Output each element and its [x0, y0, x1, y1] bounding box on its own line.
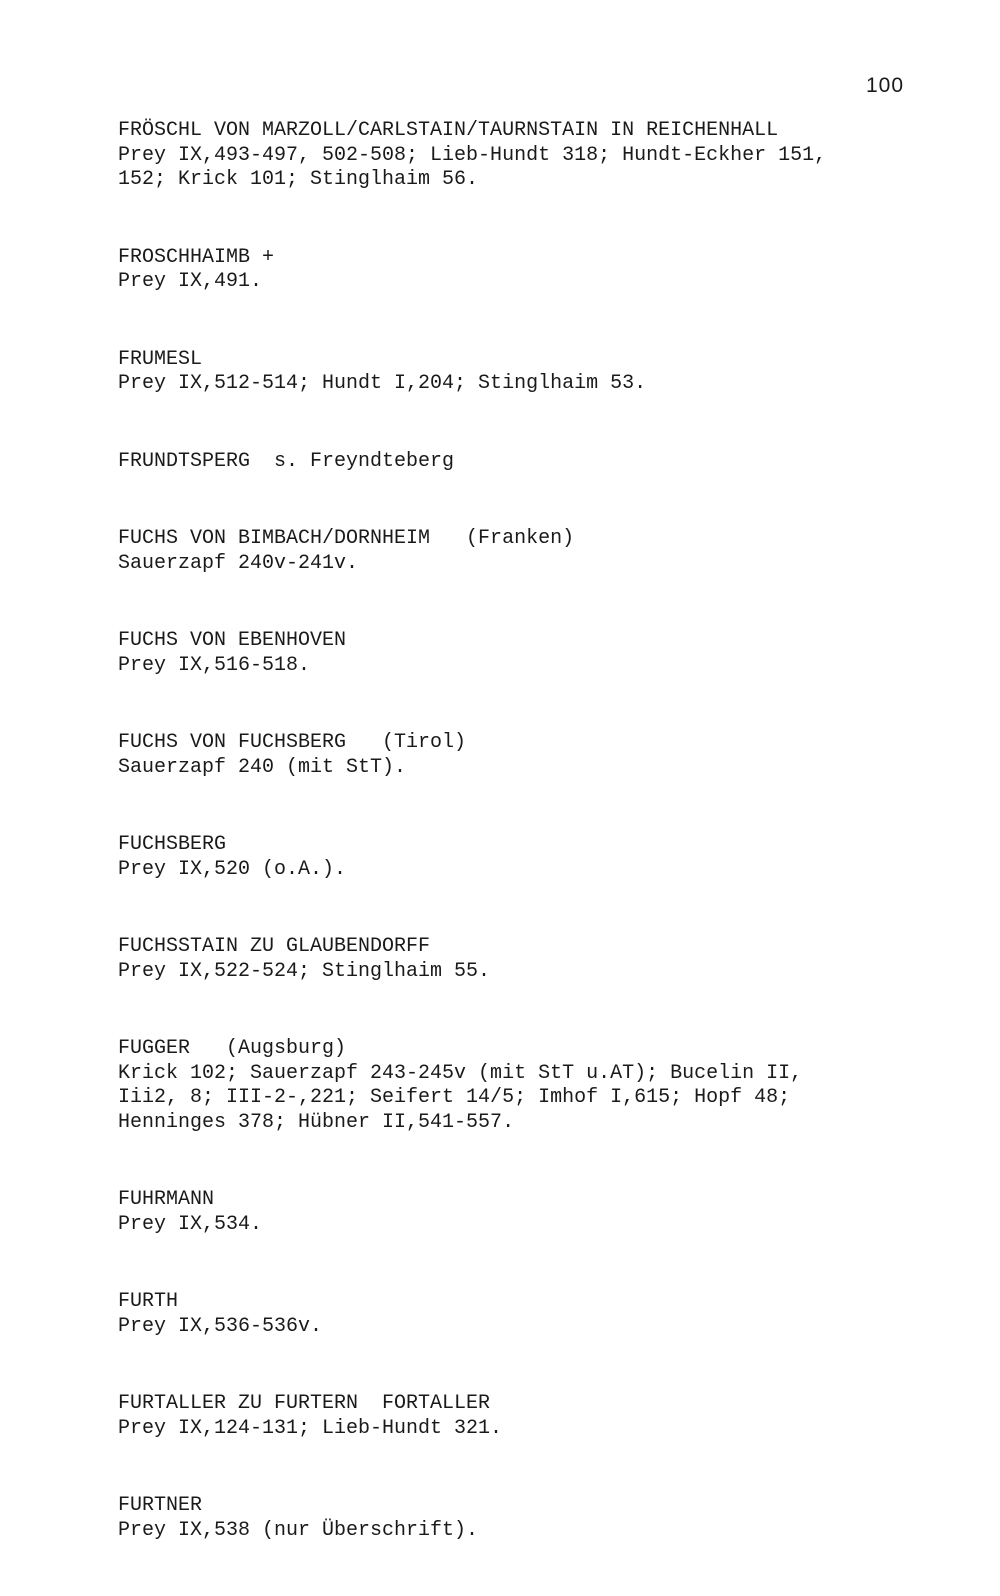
- reference-line: Sauerzapf 240 (mit StT).: [118, 755, 407, 779]
- reference-line: Prey IX,520 (o.A.).: [118, 857, 347, 881]
- entry-references: [118, 858, 958, 883]
- entry-references: [118, 1062, 958, 1136]
- entry-heading: FRÖSCHL VON MARZOLL/CARLSTAIN/TAURNSTAIN IN REICHENHALL: [118, 119, 779, 142]
- entry: [118, 1188, 958, 1237]
- reference-line: Prey IX,538 (nur Überschrift).: [118, 1518, 479, 1542]
- entry-heading: FURTNER: [118, 1494, 203, 1517]
- entry: [118, 629, 958, 678]
- entry-list: [118, 119, 958, 1596]
- entry: [118, 450, 958, 475]
- entry-references: [118, 270, 958, 295]
- page-number: 100: [866, 74, 905, 97]
- reference-line: Sauerzapf 240v-241v.: [118, 551, 359, 575]
- entry: [118, 1290, 958, 1339]
- reference-line: Prey IX,536-536v.: [118, 1314, 323, 1338]
- entry-heading: FUCHS VON BIMBACH/DORNHEIM (Franken): [118, 527, 575, 550]
- entry: [118, 119, 958, 193]
- entry-references: [118, 372, 958, 397]
- entry-heading: FUCHS VON FUCHSBERG (Tirol): [118, 731, 467, 754]
- entry-heading: FUCHSBERG: [118, 833, 227, 856]
- reference-line: Prey IX,493-497, 502-508; Lieb-Hundt 318; Hundt-Eckher 151,: [118, 143, 827, 167]
- entry-heading: FURTH: [118, 1290, 179, 1313]
- reference-line: Prey IX,522-524; Stinglhaim 55.: [118, 959, 491, 983]
- entry: [118, 935, 958, 984]
- entry: [118, 731, 958, 780]
- entry-heading: FROSCHHAIMB +: [118, 245, 275, 269]
- entry: [118, 527, 958, 576]
- entry-heading: FUCHS VON EBENHOVEN: [118, 629, 347, 652]
- entry-references: [118, 552, 958, 577]
- entry: [118, 833, 958, 882]
- entry-references: [118, 756, 958, 781]
- entry-heading: FRUMESL: [118, 347, 203, 371]
- entry: [118, 1494, 958, 1543]
- entry-heading: FRUNDTSPERG s. Freyndteberg: [118, 449, 455, 473]
- entry-heading: FUCHSSTAIN ZU GLAUBENDORFF: [118, 935, 431, 958]
- reference-line: Prey IX,516-518.: [118, 653, 311, 677]
- entry-heading: FUHRMANN: [118, 1188, 215, 1211]
- entry-references: [118, 1213, 958, 1238]
- reference-line: Henninges 378; Hübner II,541-557.: [118, 1110, 515, 1134]
- entry: [118, 1037, 958, 1135]
- reference-line: Prey IX,512-514; Hundt I,204; Stinglhaim 53.: [118, 372, 647, 395]
- entry-references: [118, 654, 958, 679]
- entry-references: [118, 144, 958, 193]
- entry-heading: FUGGER (Augsburg): [118, 1037, 347, 1060]
- entry-references: [118, 960, 958, 985]
- reference-line: Prey IX,534.: [118, 1212, 263, 1236]
- entry-heading: FURTALLER ZU FURTERN FORTALLER: [118, 1392, 491, 1415]
- entry-references: [118, 1417, 958, 1442]
- entry: [118, 246, 958, 295]
- entry: [118, 1392, 958, 1441]
- reference-line: Prey IX,491.: [118, 270, 263, 293]
- reference-line: Krick 102; Sauerzapf 243-245v (mit StT u.AT); Bucelin II,: [118, 1061, 803, 1085]
- entry: [118, 348, 958, 397]
- entry-references: [118, 1315, 958, 1340]
- reference-line: Iii2, 8; III-2-,221; Seifert 14/5; Imhof I,615; Hopf 48;: [118, 1086, 791, 1109]
- entry-references: [118, 1519, 958, 1544]
- reference-line: 152; Krick 101; Stinglhaim 56.: [118, 168, 479, 191]
- reference-line: Prey IX,124-131; Lieb-Hundt 321.: [118, 1416, 503, 1440]
